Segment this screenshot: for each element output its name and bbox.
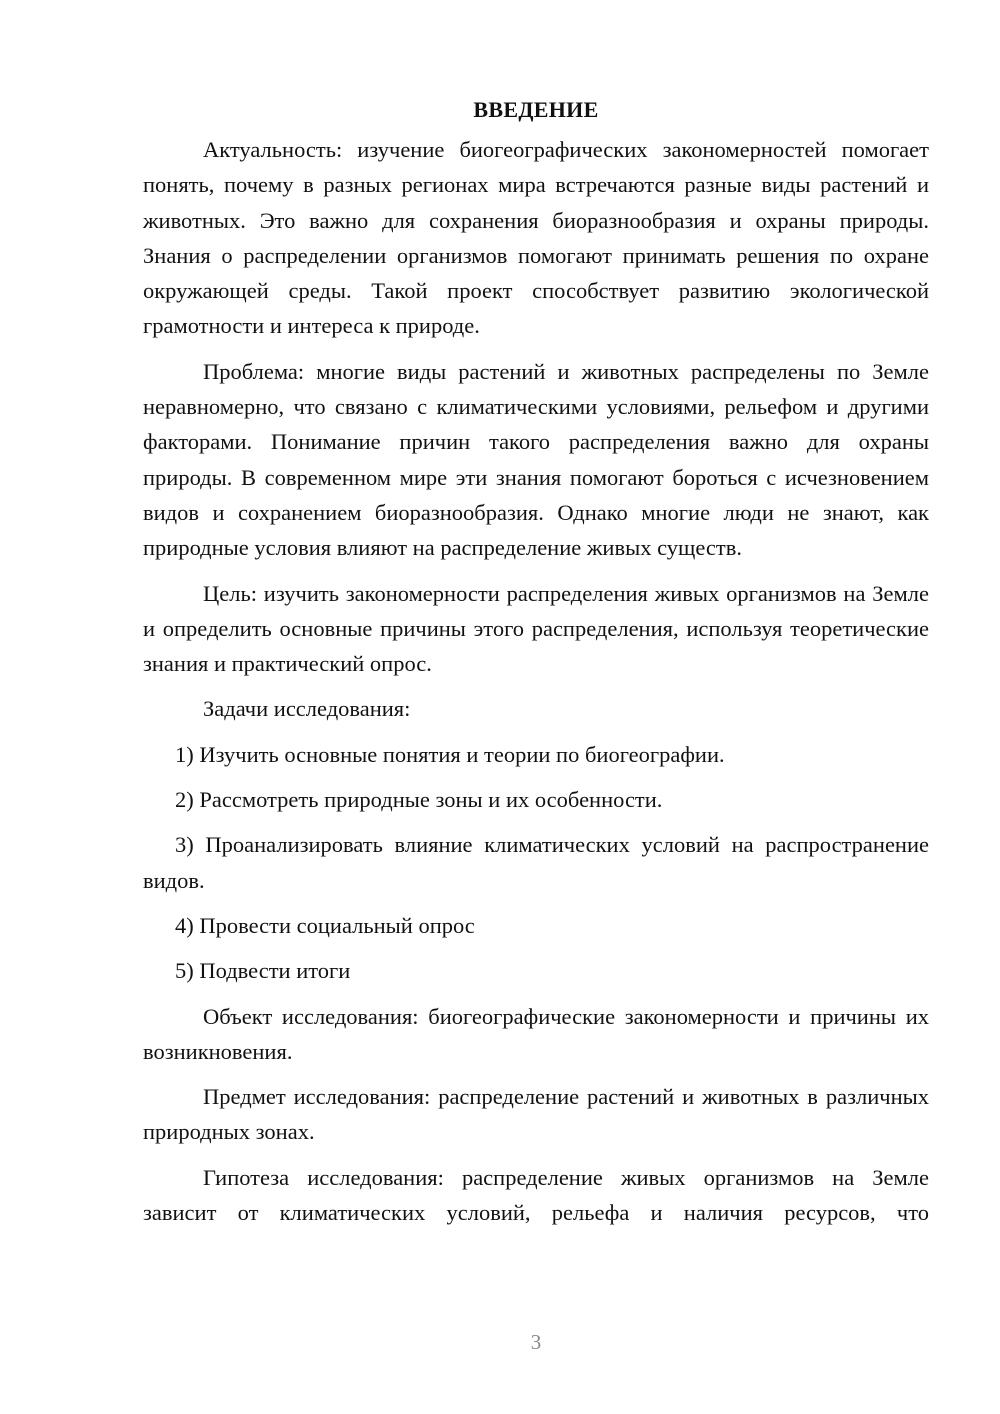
task-item-2: 2) Рассмотреть природные зоны и их особенности. [175, 787, 663, 813]
hypothesis-paragraph: Гипотеза исследования: распределение живых организмов на Земле зависит от климатических условий, рельефа и наличия ресурсов, что [143, 1164, 929, 1226]
goal-paragraph: Цель: изучить закономерности распределения живых организмов на Земле и определить основные причины этого распределения, используя теоретические знания и практический опрос. [143, 580, 929, 677]
page-number: 3 [530, 1330, 542, 1354]
subject-paragraph: Предмет исследования: распределение растений и животных в различных природных зонах. [143, 1084, 929, 1145]
document-page [143, 92, 929, 1240]
relevance-paragraph: Актуальность: изучение биогеографических закономерностей помогает понять, почему в разных регионах мира встречаются разные виды растений и животных. Это важно для сохранения биоразнообразия и охраны природы. Знания о распределении организмов помогают принимать решения по охране окружающей среды. Такой проект способствует развитию экологической грамотности и интереса к природе. [143, 137, 929, 339]
task-item-3: 3) Проанализировать влияние климатических условий на распространение видов. [143, 832, 929, 893]
tasks-title: Задачи исследования: [203, 696, 411, 722]
problem-paragraph: Проблема: многие виды растений и животных распределены по Земле неравномерно, что связано с климатическими условиями, рельефом и другими факторами. Понимание причин такого распределения важно для охраны природы. В современном мире эти знания помогают бороться с исчезновением видов и сохранением биоразнообразия. Однако многие люди не знают, как природные условия влияют на распределение живых существ. [143, 358, 929, 561]
page-title: ВВЕДЕНИЕ [473, 97, 599, 122]
task-item-1: 1) Изучить основные понятия и теории по биогеографии. [175, 741, 725, 767]
task-item-4: 4) Провести социальный опрос [175, 912, 475, 938]
object-paragraph: Объект исследования: биогеографические закономерности и причины их возникновения. [143, 1003, 929, 1064]
task-item-5: 5) Подвести итоги [175, 958, 351, 984]
